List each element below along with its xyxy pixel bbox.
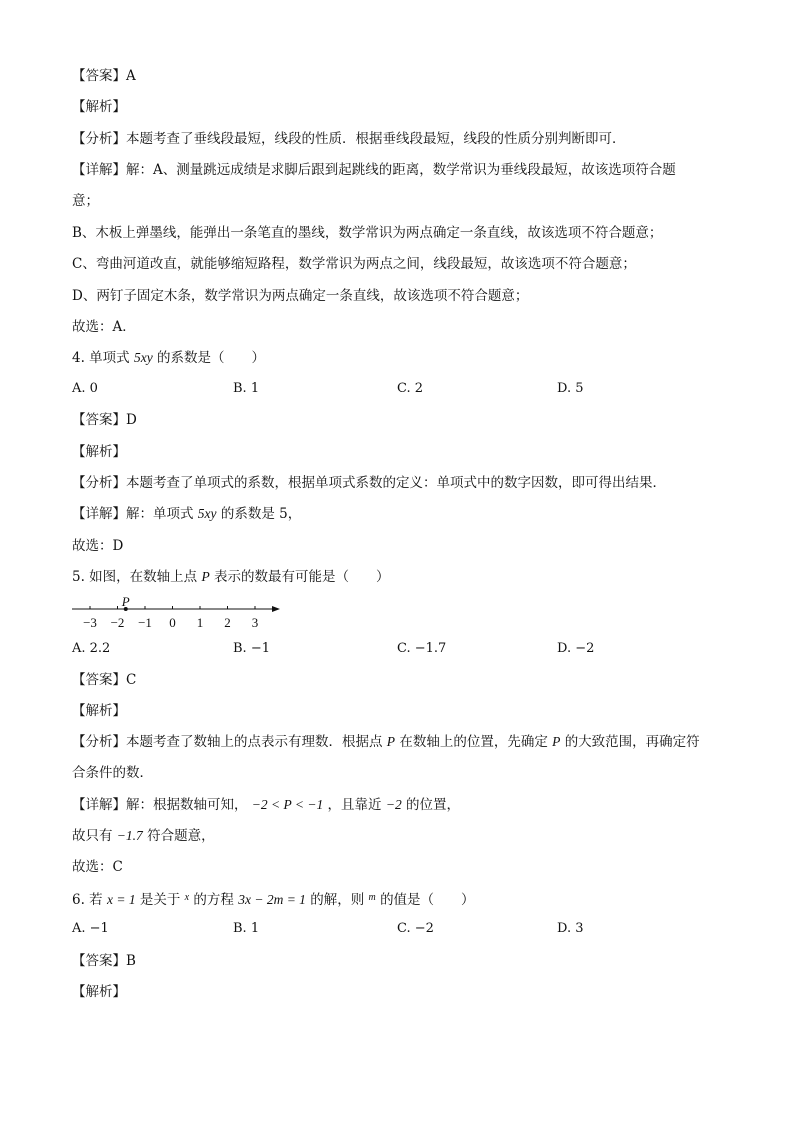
number-line-tick-label: 3 (251, 615, 259, 630)
analysis-text-q3: 【分析】本题考查了垂线段最短，线段的性质．根据垂线段最短，线段的性质分别判断即可． (72, 131, 626, 147)
question-6-text-a: 6. 若 (72, 892, 103, 908)
q6-option-d: D. 3 (557, 921, 584, 936)
number-line-tick-label: 0 (169, 615, 176, 630)
question-5-text-a: 5. 如图，在数轴上点 (72, 569, 198, 585)
detail-q3-line1: 【详解】解：A、测量跳远成绩是求脚后跟到起跳线的距离，数学常识为垂线段最短，故该选项符合题 (72, 162, 676, 178)
analysis-q5-text-a: 【分析】本题考查了数轴上的点表示有理数．根据点 (72, 734, 383, 750)
analysis-text-q4: 【分析】本题考查了单项式的系数，根据单项式系数的定义：单项式中的数字因数，即可得出结果． (72, 475, 666, 491)
answer-q3: 【答案】A (72, 68, 136, 84)
question-6-math-2: x (184, 892, 190, 903)
detail-q3-option-d: D、两钉子固定木条，数学常识为两点确定一条直线，故该选项不符合题意； (72, 288, 529, 304)
analysis-heading-q4: 【解析】 (72, 444, 126, 460)
q6-option-b: B. 1 (233, 921, 260, 936)
answer-q5: 【答案】C (72, 672, 137, 688)
question-6-equation: 3x − 2m = 1 (238, 892, 306, 907)
number-line-tick-label: −3 (83, 615, 97, 630)
analysis-text-q5 (72, 733, 700, 751)
number-line-arrow (272, 606, 280, 612)
detail-q5-text-c: 的位置， (406, 797, 461, 813)
analysis-text-q5-cont: 合条件的数． (72, 765, 153, 781)
question-6-math-4: m (368, 892, 376, 903)
q5-option-a: A. 2.2 (72, 641, 111, 656)
analysis-q5-text-b: 在数轴上的位置，先确定 (399, 734, 548, 750)
q5-option-c: C. −1.7 (397, 641, 447, 656)
question-4-monomial: 5xy (133, 350, 153, 365)
number-line-figure (70, 596, 290, 630)
choice-q4: 故选：D (72, 538, 124, 554)
answer-q4: 【答案】D (72, 412, 137, 428)
detail-q4-monomial: 5xy (197, 506, 217, 521)
detail-q5-conclusion-b: 符合题意， (147, 828, 215, 844)
detail-q5-conclusion-a: 故只有 (72, 828, 113, 844)
analysis-heading-q6: 【解析】 (72, 984, 126, 1000)
question-6-text-c: 的方程 (193, 892, 234, 908)
analysis-q5-point-2: P (552, 734, 561, 749)
detail-q3-option-c: C、弯曲河道改直，就能够缩短路程，数学常识为两点之间，线段最短，故该选项不符合题意； (72, 256, 636, 272)
question-5 (72, 568, 390, 586)
detail-q5 (72, 796, 460, 814)
detail-q5-inequality: −2 < P < −1 (251, 797, 324, 812)
choice-q5: 故选：C (72, 859, 123, 875)
analysis-q5-text-c: 的大致范围，再确定符 (564, 734, 700, 750)
q4-option-c: C. 2 (397, 381, 424, 396)
question-4 (72, 349, 265, 367)
analysis-q5-point-1: P (386, 734, 396, 749)
question-5-text-b: 表示的数最有可能是（ ） (214, 569, 390, 585)
question-5-point: P (201, 569, 210, 584)
q6-option-c: C. −2 (397, 921, 434, 936)
analysis-heading-q3: 【解析】 (72, 99, 126, 115)
q4-option-a: A. 0 (72, 381, 98, 396)
detail-q5-conclusion (72, 827, 215, 845)
number-line-labels (83, 615, 258, 630)
number-line-tick-label: −2 (110, 615, 125, 630)
analysis-heading-q5: 【解析】 (72, 703, 126, 719)
detail-q5-text-b: ，且靠近 (327, 797, 382, 813)
detail-q5-text-a: 【详解】解：根据数轴可知， (72, 797, 248, 813)
q5-option-d: D. −2 (557, 641, 595, 656)
answer-q6: 【答案】B (72, 953, 136, 969)
detail-q4 (72, 505, 301, 523)
detail-q3-line2: 意； (72, 193, 99, 209)
question-6-text-e: 的值是（ ） (380, 892, 475, 908)
question-6 (72, 889, 475, 909)
question-6-text-b: 是关于 (139, 892, 181, 908)
point-p-label: P (121, 596, 130, 609)
question-4-text-a: 4. 单项式 (72, 350, 130, 366)
detail-q5-conclusion-value: −1.7 (116, 828, 143, 843)
detail-q5-value: −2 (385, 797, 402, 812)
q6-option-a: A. −1 (72, 921, 109, 936)
detail-q4-text-b: 的系数是 5， (220, 506, 302, 522)
q4-option-d: D. 5 (557, 381, 584, 396)
number-line-tick-label: 2 (224, 615, 231, 630)
question-4-text-b: 的系数是（ ） (157, 350, 265, 366)
q4-option-b: B. 1 (233, 381, 260, 396)
choice-q3: 故选：A． (72, 319, 136, 335)
question-6-math-1: x = 1 (106, 892, 136, 907)
number-line-tick-label: 1 (196, 615, 204, 630)
number-line-tick-label: −1 (138, 615, 152, 630)
q5-option-b: B. −1 (233, 641, 270, 656)
detail-q3-option-b: B、木板上弹墨线，能弹出一条笔直的墨线，数学常识为两点确定一条直线，故该选项不符合题意； (72, 225, 663, 241)
question-6-text-d: 的解，则 (310, 892, 365, 908)
detail-q4-text-a: 【详解】解：单项式 (72, 506, 194, 522)
